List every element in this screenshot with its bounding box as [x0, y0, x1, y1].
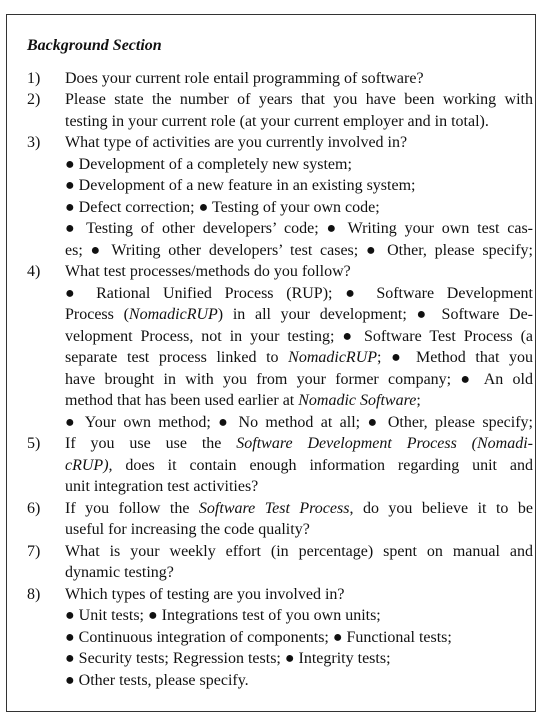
option-text: separate test process linked to	[65, 349, 289, 366]
question-1	[27, 68, 533, 90]
option-line: ● Unit tests; ● Integrations test of you own units;	[65, 607, 381, 624]
question-number: 1)	[27, 69, 41, 87]
question-text-part: does it contain enough information regarding unit and	[112, 456, 533, 474]
option-line	[27, 347, 533, 369]
question-3	[27, 132, 533, 154]
question-text: testing in your current role (at your current employer and in total).	[65, 112, 489, 130]
question-text: unit integration test activities?	[65, 478, 259, 495]
question-text: What type of activities are you currently involved in?	[65, 134, 408, 151]
question-text: Does your current role entail programming of software?	[65, 69, 424, 87]
question-text-part: , do you believe it to be	[349, 499, 533, 517]
question-number: 2)	[27, 91, 41, 108]
option-line: es; ● Writing other developers’ test cases; ● Other, please specify;	[65, 241, 533, 259]
option-text: ) in all your development; ● Software De-	[217, 306, 533, 323]
option-line: ● Rational Unified Process (RUP); ● Software Development	[65, 284, 533, 302]
section-heading: Background Section	[27, 37, 162, 54]
question-text: useful for increasing the code quality?	[65, 521, 310, 538]
question-2	[27, 89, 533, 132]
question-number: 6)	[27, 499, 41, 517]
question-text-part: If you follow the	[65, 499, 199, 517]
option-line: ● Continuous integration of components; ● Functional tests;	[65, 628, 452, 646]
question-5	[27, 433, 533, 498]
question-text: What is your weekly effort (in percentage) spent on manual and	[65, 542, 533, 560]
question-number: 3)	[27, 134, 41, 151]
question-4	[27, 261, 533, 283]
question-text: Which types of testing are you involved in?	[65, 585, 345, 603]
option-line: ● Other tests, please specify.	[65, 671, 249, 689]
option-line: ● Security tests; Regression tests; ● Integrity tests;	[65, 650, 391, 667]
option-line: ● Development of a completely new system;	[65, 155, 352, 173]
question-number: 7)	[27, 542, 41, 560]
question-text-italic: Software Test Process	[198, 499, 350, 517]
question-number: 4)	[27, 263, 41, 280]
question-text	[65, 455, 533, 477]
question-7	[27, 541, 533, 584]
question-number: 5)	[27, 435, 41, 452]
questionnaire-box	[6, 14, 536, 712]
option-line: ● Testing of other developers’ code; ● Writing your own test cas-	[65, 220, 533, 237]
question-text: Please state the number of years that you have been working with	[65, 91, 533, 108]
question-8	[27, 584, 533, 606]
option-line: ● Development of a new feature in an existing system;	[65, 177, 416, 194]
questionnaire-content	[27, 35, 533, 691]
option-text-italic: Nomadic Software	[298, 392, 417, 409]
option-line: ● Defect correction; ● Testing of your own code;	[65, 198, 380, 216]
question-text-italic: Software Development Process (Nomadi-	[236, 435, 534, 452]
option-text: ; ● Method that you	[377, 349, 534, 366]
question-text	[65, 498, 533, 520]
option-text-italic: NomadicRUP	[288, 349, 378, 366]
option-text: method that has been used earlier at	[65, 392, 299, 409]
option-line: ● Your own method; ● No method at all; ● Other, please specify;	[65, 413, 533, 431]
question-text: dynamic testing?	[65, 564, 174, 581]
question-text-italic: cRUP),	[65, 456, 113, 474]
question-text	[65, 433, 533, 455]
question-text-part: If you use use the	[65, 435, 237, 452]
option-line	[27, 304, 533, 326]
option-line: velopment Process, not in your testing; ● Software Test Process (a	[65, 327, 533, 345]
option-line: have brought in with you from your former company; ● An old	[65, 370, 533, 388]
question-text: What test processes/methods do you follow?	[65, 263, 351, 280]
option-line	[27, 390, 533, 412]
question-number: 8)	[27, 585, 41, 603]
question-6	[27, 498, 533, 541]
option-text-italic: NomadicRUP	[128, 306, 218, 323]
option-text: Process (	[65, 306, 129, 323]
option-text: ;	[416, 392, 421, 409]
